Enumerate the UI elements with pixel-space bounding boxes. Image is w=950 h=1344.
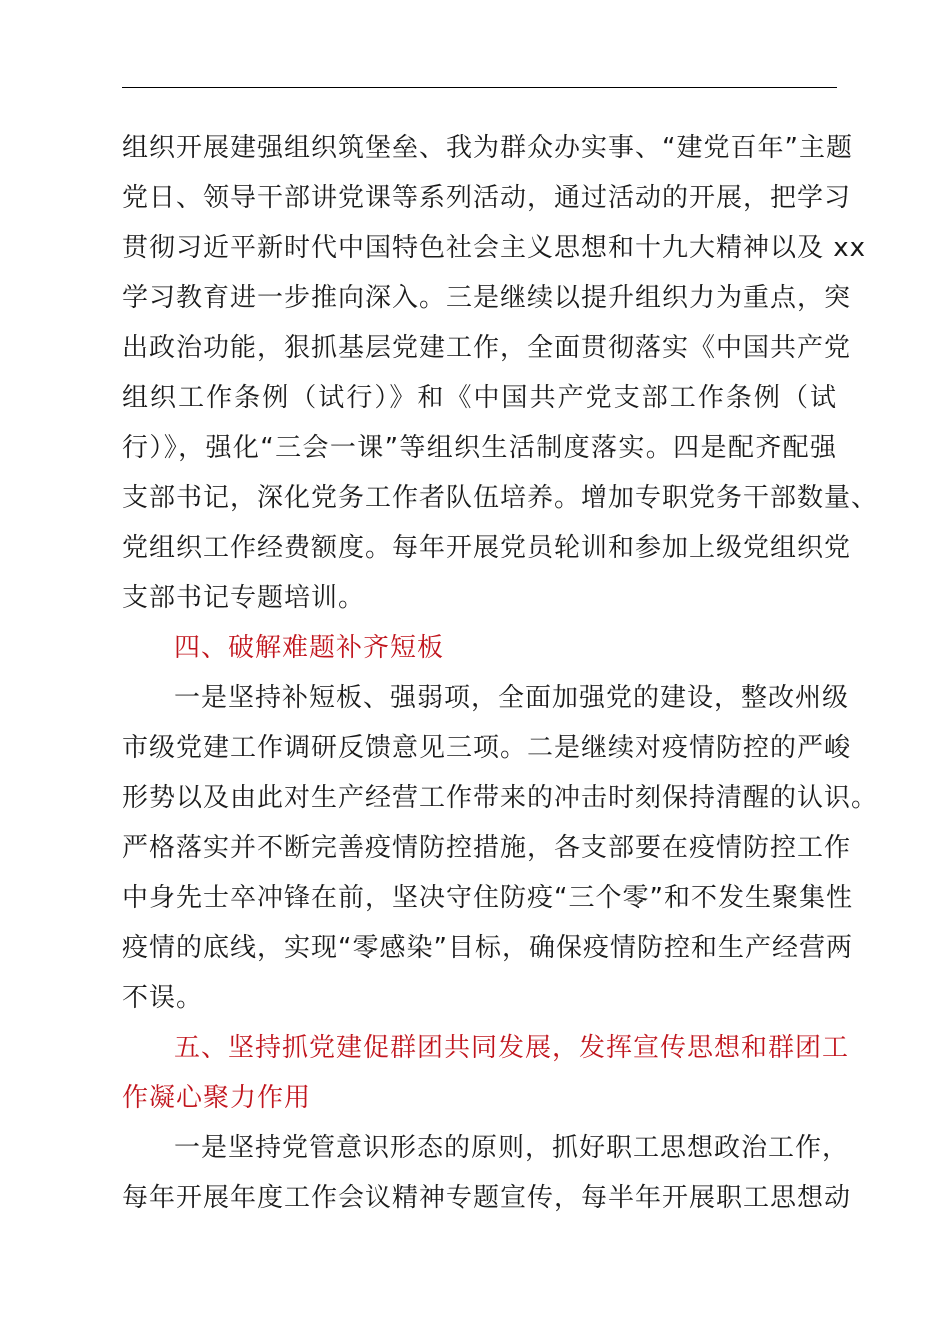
text-line: 每年开展年度工作会议精神专题宣传，每半年开展职工思想动 [122, 1183, 852, 1213]
text-line: 市级党建工作调研反馈意见三项。二是继续对疫情防控的严峻 [122, 733, 852, 763]
document-body [122, 123, 879, 1223]
paragraph-section-4 [122, 673, 879, 1023]
text-line: 学习教育进一步推向深入。三是继续以提升组织力为重点，突 [122, 283, 852, 313]
text-line: 中身先士卒冲锋在前，坚决守住防疫“三个零”和不发生聚集性 [122, 883, 853, 913]
text-line: 疫情的底线，实现“零感染”目标，确保疫情防控和生产经营两 [122, 933, 853, 963]
text-line: 形势以及由此对生产经营工作带来的冲击时刻保持清醒的认识。 [122, 783, 879, 813]
text-line: 党日、领导干部讲党课等系列活动，通过活动的开展，把学习 [122, 183, 852, 213]
paragraph-section-5 [122, 1123, 852, 1223]
text-line: 一是坚持补短板、强弱项，全面加强党的建设，整改州级 [174, 683, 850, 713]
text-line: 严格落实并不断完善疫情防控措施，各支部要在疫情防控工作 [122, 833, 852, 863]
text-line: 组织开展建强组织筑堡垒、我为群众办实事、“建党百年”主题 [122, 133, 853, 163]
text-line: 组织工作条例（试行）》和《中国共产党支部工作条例（试 [122, 383, 837, 413]
heading-text: 四、破解难题补齐短板 [174, 633, 445, 663]
section-heading-5 [122, 1023, 850, 1123]
text-line: 出政治功能，狠抓基层党建工作，全面贯彻落实《中国共产党 [122, 333, 852, 363]
heading-text: 作凝心聚力作用 [122, 1083, 312, 1113]
text-line: 党组织工作经费额度。每年开展党员轮训和参加上级党组织党 [122, 533, 852, 563]
heading-text: 五、坚持抓党建促群团共同发展，发挥宣传思想和群团工 [174, 1033, 850, 1063]
section-heading-4 [122, 623, 837, 673]
text-line: 贯彻习近平新时代中国特色社会主义思想和十九大精神以及 xx [122, 233, 867, 263]
paragraph-continuation [122, 123, 879, 623]
text-line: 不误。 [122, 983, 204, 1013]
text-line: 行）》，强化“三会一课”等组织生活制度落实。四是配齐配强 [122, 433, 837, 463]
text-line: 支部书记，深化党务工作者队伍培养。增加专职党务干部数量、 [122, 483, 879, 513]
text-line: 支部书记专题培训。 [122, 583, 366, 613]
text-line: 一是坚持党管意识形态的原则，抓好职工思想政治工作， [174, 1133, 850, 1163]
header-rule [122, 87, 837, 88]
